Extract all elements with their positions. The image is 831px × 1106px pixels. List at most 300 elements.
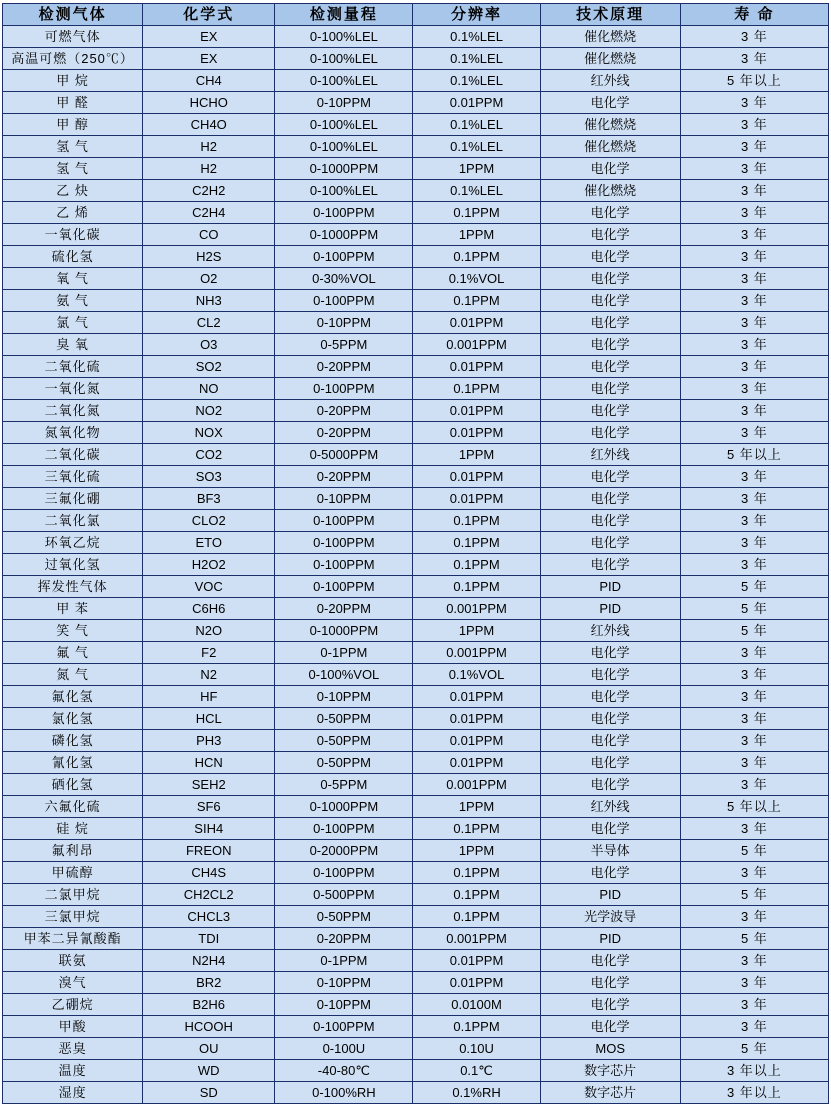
table-row (3, 290, 829, 312)
cell-principle: PID (540, 598, 680, 620)
column-header-range: 检测量程 (275, 4, 413, 26)
cell-principle: 电化学 (540, 730, 680, 752)
cell-gas: 乙硼烷 (3, 994, 143, 1016)
cell-principle: 电化学 (540, 774, 680, 796)
cell-principle: 电化学 (540, 532, 680, 554)
cell-principle: PID (540, 928, 680, 950)
cell-lifetime: 3 年 (680, 862, 828, 884)
cell-gas: 二氧化氮 (3, 400, 143, 422)
cell-range: 0-5000PPM (275, 444, 413, 466)
table-row (3, 92, 829, 114)
cell-resolution: 0.001PPM (413, 928, 540, 950)
table-row (3, 312, 829, 334)
cell-principle: 电化学 (540, 356, 680, 378)
cell-lifetime: 3 年 (680, 972, 828, 994)
cell-lifetime: 5 年以上 (680, 444, 828, 466)
cell-resolution: 1PPM (413, 224, 540, 246)
table-row (3, 356, 829, 378)
cell-range: 0-1000PPM (275, 224, 413, 246)
table-row (3, 114, 829, 136)
cell-principle: 电化学 (540, 224, 680, 246)
cell-lifetime: 3 年 (680, 114, 828, 136)
cell-formula: HCOOH (143, 1016, 275, 1038)
cell-range: 0-100PPM (275, 862, 413, 884)
cell-resolution: 0.1PPM (413, 554, 540, 576)
cell-formula: H2S (143, 246, 275, 268)
cell-principle: 电化学 (540, 488, 680, 510)
cell-range: 0-1000PPM (275, 158, 413, 180)
cell-principle: 催化燃烧 (540, 26, 680, 48)
cell-formula: CH4S (143, 862, 275, 884)
table-row (3, 1038, 829, 1060)
cell-lifetime: 3 年 (680, 1016, 828, 1038)
table-row (3, 664, 829, 686)
cell-gas: 磷化氢 (3, 730, 143, 752)
cell-formula: CH4 (143, 70, 275, 92)
cell-principle: 电化学 (540, 158, 680, 180)
cell-principle: 电化学 (540, 312, 680, 334)
table-row (3, 246, 829, 268)
cell-range: 0-100PPM (275, 1016, 413, 1038)
cell-formula: C6H6 (143, 598, 275, 620)
cell-range: 0-100PPM (275, 246, 413, 268)
table-header-row (3, 4, 829, 26)
cell-formula: PH3 (143, 730, 275, 752)
table-row (3, 400, 829, 422)
cell-lifetime: 3 年 (680, 554, 828, 576)
table-row (3, 26, 829, 48)
table-row (3, 180, 829, 202)
gas-detection-table (2, 3, 829, 1104)
cell-formula: BF3 (143, 488, 275, 510)
cell-range: 0-500PPM (275, 884, 413, 906)
column-header-formula: 化学式 (143, 4, 275, 26)
cell-principle: 催化燃烧 (540, 136, 680, 158)
cell-resolution: 0.1%VOL (413, 664, 540, 686)
table-row (3, 620, 829, 642)
cell-formula: HCHO (143, 92, 275, 114)
cell-gas: 溴气 (3, 972, 143, 994)
cell-range: 0-2000PPM (275, 840, 413, 862)
cell-principle: 电化学 (540, 708, 680, 730)
cell-range: 0-20PPM (275, 598, 413, 620)
cell-lifetime: 3 年 (680, 26, 828, 48)
cell-formula: HCL (143, 708, 275, 730)
cell-gas: 笑 气 (3, 620, 143, 642)
cell-lifetime: 3 年 (680, 466, 828, 488)
cell-formula: CO2 (143, 444, 275, 466)
cell-gas: 氨 气 (3, 290, 143, 312)
cell-formula: SO2 (143, 356, 275, 378)
column-header-lifetime: 寿 命 (680, 4, 828, 26)
cell-gas: 温度 (3, 1060, 143, 1082)
column-header-principle: 技术原理 (540, 4, 680, 26)
cell-range: 0-50PPM (275, 752, 413, 774)
cell-resolution: 0.001PPM (413, 642, 540, 664)
cell-gas: 六氟化硫 (3, 796, 143, 818)
cell-resolution: 0.1%LEL (413, 48, 540, 70)
cell-range: 0-10PPM (275, 92, 413, 114)
cell-resolution: 0.1PPM (413, 290, 540, 312)
cell-resolution: 0.01PPM (413, 752, 540, 774)
table-row (3, 532, 829, 554)
cell-gas: 联氨 (3, 950, 143, 972)
cell-formula: ETO (143, 532, 275, 554)
cell-principle: 电化学 (540, 510, 680, 532)
cell-gas: 三氯甲烷 (3, 906, 143, 928)
cell-gas: 氰化氢 (3, 752, 143, 774)
cell-formula: N2H4 (143, 950, 275, 972)
cell-gas: 氟化氢 (3, 686, 143, 708)
cell-gas: 甲硫醇 (3, 862, 143, 884)
cell-resolution: 1PPM (413, 444, 540, 466)
cell-resolution: 0.01PPM (413, 92, 540, 114)
cell-gas: 乙 烯 (3, 202, 143, 224)
cell-resolution: 0.01PPM (413, 730, 540, 752)
cell-range: 0-100%LEL (275, 114, 413, 136)
table-row (3, 972, 829, 994)
cell-range: 0-20PPM (275, 928, 413, 950)
cell-range: 0-50PPM (275, 708, 413, 730)
cell-formula: SO3 (143, 466, 275, 488)
cell-formula: O2 (143, 268, 275, 290)
cell-principle: 催化燃烧 (540, 180, 680, 202)
cell-formula: EX (143, 26, 275, 48)
cell-resolution: 0.1%LEL (413, 180, 540, 202)
cell-formula: CL2 (143, 312, 275, 334)
cell-resolution: 0.1PPM (413, 906, 540, 928)
column-header-gas: 检测气体 (3, 4, 143, 26)
table-row (3, 158, 829, 180)
table-row (3, 488, 829, 510)
cell-principle: 电化学 (540, 1016, 680, 1038)
cell-resolution: 0.1%LEL (413, 26, 540, 48)
cell-range: 0-100%LEL (275, 136, 413, 158)
table-body (3, 26, 829, 1104)
table-row (3, 576, 829, 598)
cell-gas: 一氧化氮 (3, 378, 143, 400)
cell-range: 0-100%LEL (275, 26, 413, 48)
cell-range: 0-100%VOL (275, 664, 413, 686)
cell-formula: C2H4 (143, 202, 275, 224)
cell-gas: 氮氧化物 (3, 422, 143, 444)
cell-lifetime: 3 年 (680, 422, 828, 444)
cell-formula: SD (143, 1082, 275, 1104)
cell-formula: BR2 (143, 972, 275, 994)
table-row (3, 752, 829, 774)
cell-lifetime: 3 年 (680, 686, 828, 708)
cell-principle: PID (540, 576, 680, 598)
cell-formula: NOX (143, 422, 275, 444)
cell-principle: 电化学 (540, 268, 680, 290)
cell-range: 0-10PPM (275, 312, 413, 334)
cell-range: 0-20PPM (275, 356, 413, 378)
cell-lifetime: 3 年 (680, 48, 828, 70)
table-row (3, 136, 829, 158)
cell-lifetime: 3 年 (680, 268, 828, 290)
cell-principle: 电化学 (540, 554, 680, 576)
cell-gas: 硒化氢 (3, 774, 143, 796)
cell-lifetime: 3 年以上 (680, 1060, 828, 1082)
cell-gas: 氯 气 (3, 312, 143, 334)
cell-formula: CHCL3 (143, 906, 275, 928)
cell-formula: TDI (143, 928, 275, 950)
cell-formula: N2O (143, 620, 275, 642)
cell-resolution: 0.1PPM (413, 202, 540, 224)
cell-gas: 二氯甲烷 (3, 884, 143, 906)
cell-principle: 电化学 (540, 994, 680, 1016)
cell-range: -40-80℃ (275, 1060, 413, 1082)
cell-resolution: 0.01PPM (413, 686, 540, 708)
cell-principle: 数字芯片 (540, 1060, 680, 1082)
cell-resolution: 0.01PPM (413, 312, 540, 334)
cell-gas: 氢 气 (3, 136, 143, 158)
cell-gas: 硫化氢 (3, 246, 143, 268)
cell-formula: CLO2 (143, 510, 275, 532)
cell-principle: 催化燃烧 (540, 114, 680, 136)
cell-resolution: 1PPM (413, 158, 540, 180)
table-row (3, 1082, 829, 1104)
cell-formula: HCN (143, 752, 275, 774)
cell-lifetime: 3 年 (680, 224, 828, 246)
cell-lifetime: 3 年 (680, 400, 828, 422)
cell-resolution: 0.1PPM (413, 818, 540, 840)
cell-lifetime: 5 年 (680, 576, 828, 598)
cell-resolution: 0.01PPM (413, 422, 540, 444)
cell-gas: 氯化氢 (3, 708, 143, 730)
cell-resolution: 0.1℃ (413, 1060, 540, 1082)
cell-range: 0-50PPM (275, 730, 413, 752)
cell-resolution: 0.01PPM (413, 466, 540, 488)
cell-lifetime: 3 年 (680, 92, 828, 114)
cell-resolution: 0.01PPM (413, 950, 540, 972)
cell-principle: 电化学 (540, 752, 680, 774)
cell-lifetime: 3 年 (680, 290, 828, 312)
cell-gas: 甲酸 (3, 1016, 143, 1038)
cell-range: 0-100PPM (275, 202, 413, 224)
cell-formula: CO (143, 224, 275, 246)
table-row (3, 906, 829, 928)
cell-gas: 甲苯二异氰酸酯 (3, 928, 143, 950)
cell-principle: 电化学 (540, 818, 680, 840)
cell-resolution: 0.1PPM (413, 532, 540, 554)
cell-lifetime: 3 年 (680, 180, 828, 202)
table-row (3, 950, 829, 972)
cell-lifetime: 3 年以上 (680, 1082, 828, 1104)
cell-formula: HF (143, 686, 275, 708)
table-row (3, 884, 829, 906)
table-row (3, 642, 829, 664)
cell-principle: 电化学 (540, 378, 680, 400)
cell-range: 0-1PPM (275, 642, 413, 664)
cell-resolution: 0.1PPM (413, 576, 540, 598)
table-row (3, 1016, 829, 1038)
cell-gas: 恶臭 (3, 1038, 143, 1060)
cell-range: 0-100PPM (275, 532, 413, 554)
cell-range: 0-1000PPM (275, 620, 413, 642)
cell-range: 0-100%RH (275, 1082, 413, 1104)
table-row (3, 598, 829, 620)
cell-principle: 电化学 (540, 246, 680, 268)
cell-principle: PID (540, 884, 680, 906)
cell-resolution: 1PPM (413, 840, 540, 862)
table-row (3, 48, 829, 70)
cell-principle: 半导体 (540, 840, 680, 862)
table-row (3, 686, 829, 708)
cell-lifetime: 3 年 (680, 136, 828, 158)
cell-formula: H2 (143, 158, 275, 180)
cell-resolution: 0.10U (413, 1038, 540, 1060)
table-row (3, 444, 829, 466)
cell-formula: CH2CL2 (143, 884, 275, 906)
cell-resolution: 0.01PPM (413, 708, 540, 730)
cell-lifetime: 3 年 (680, 246, 828, 268)
table-row (3, 730, 829, 752)
cell-gas: 硅 烷 (3, 818, 143, 840)
cell-gas: 乙 炔 (3, 180, 143, 202)
cell-principle: 红外线 (540, 620, 680, 642)
cell-formula: B2H6 (143, 994, 275, 1016)
cell-principle: 红外线 (540, 70, 680, 92)
cell-resolution: 0.1%LEL (413, 70, 540, 92)
cell-formula: NO2 (143, 400, 275, 422)
cell-formula: NH3 (143, 290, 275, 312)
cell-range: 0-10PPM (275, 488, 413, 510)
cell-resolution: 0.01PPM (413, 972, 540, 994)
cell-resolution: 0.1%LEL (413, 114, 540, 136)
table-row (3, 70, 829, 92)
cell-range: 0-5PPM (275, 334, 413, 356)
cell-gas: 甲 烷 (3, 70, 143, 92)
cell-lifetime: 3 年 (680, 906, 828, 928)
cell-principle: 红外线 (540, 444, 680, 466)
cell-formula: FREON (143, 840, 275, 862)
cell-resolution: 0.01PPM (413, 488, 540, 510)
cell-lifetime: 3 年 (680, 356, 828, 378)
cell-principle: 电化学 (540, 686, 680, 708)
table-row (3, 1060, 829, 1082)
table-row (3, 708, 829, 730)
cell-range: 0-100PPM (275, 290, 413, 312)
cell-principle: 电化学 (540, 950, 680, 972)
cell-resolution: 0.0100M (413, 994, 540, 1016)
cell-principle: 电化学 (540, 422, 680, 444)
cell-formula: H2 (143, 136, 275, 158)
cell-lifetime: 3 年 (680, 664, 828, 686)
cell-gas: 过氧化氢 (3, 554, 143, 576)
cell-gas: 三氧化硫 (3, 466, 143, 488)
cell-lifetime: 5 年以上 (680, 70, 828, 92)
table-row (3, 796, 829, 818)
table-row (3, 554, 829, 576)
cell-range: 0-20PPM (275, 466, 413, 488)
cell-lifetime: 3 年 (680, 950, 828, 972)
table-row (3, 510, 829, 532)
cell-range: 0-100PPM (275, 378, 413, 400)
cell-resolution: 0.01PPM (413, 356, 540, 378)
cell-lifetime: 5 年 (680, 598, 828, 620)
cell-formula: NO (143, 378, 275, 400)
cell-gas: 二氧化硫 (3, 356, 143, 378)
cell-resolution: 0.1%RH (413, 1082, 540, 1104)
cell-lifetime: 5 年以上 (680, 796, 828, 818)
cell-resolution: 0.1PPM (413, 1016, 540, 1038)
cell-lifetime: 3 年 (680, 994, 828, 1016)
cell-range: 0-100%LEL (275, 48, 413, 70)
cell-formula: SF6 (143, 796, 275, 818)
cell-resolution: 0.1PPM (413, 510, 540, 532)
cell-resolution: 0.001PPM (413, 774, 540, 796)
table-row (3, 774, 829, 796)
table-row (3, 862, 829, 884)
cell-gas: 臭 氧 (3, 334, 143, 356)
cell-lifetime: 3 年 (680, 774, 828, 796)
cell-principle: 电化学 (540, 466, 680, 488)
cell-principle: 电化学 (540, 972, 680, 994)
cell-lifetime: 5 年 (680, 884, 828, 906)
cell-gas: 氮 气 (3, 664, 143, 686)
cell-resolution: 0.1PPM (413, 246, 540, 268)
table-row (3, 202, 829, 224)
cell-lifetime: 3 年 (680, 708, 828, 730)
cell-resolution: 1PPM (413, 620, 540, 642)
cell-gas: 甲 苯 (3, 598, 143, 620)
cell-formula: N2 (143, 664, 275, 686)
cell-gas: 甲 醛 (3, 92, 143, 114)
cell-principle: 催化燃烧 (540, 48, 680, 70)
cell-gas: 高温可燃（250℃） (3, 48, 143, 70)
cell-formula: C2H2 (143, 180, 275, 202)
cell-principle: 光学波导 (540, 906, 680, 928)
cell-resolution: 0.1%LEL (413, 136, 540, 158)
cell-lifetime: 3 年 (680, 378, 828, 400)
cell-formula: EX (143, 48, 275, 70)
cell-principle: 红外线 (540, 796, 680, 818)
cell-formula: CH4O (143, 114, 275, 136)
cell-range: 0-100PPM (275, 818, 413, 840)
cell-lifetime: 3 年 (680, 818, 828, 840)
table-row (3, 818, 829, 840)
cell-formula: OU (143, 1038, 275, 1060)
cell-lifetime: 3 年 (680, 312, 828, 334)
cell-gas: 湿度 (3, 1082, 143, 1104)
cell-gas: 二氧化碳 (3, 444, 143, 466)
cell-principle: 电化学 (540, 290, 680, 312)
table-row (3, 224, 829, 246)
cell-lifetime: 3 年 (680, 752, 828, 774)
table-row (3, 334, 829, 356)
table-row (3, 268, 829, 290)
cell-principle: 电化学 (540, 202, 680, 224)
cell-formula: VOC (143, 576, 275, 598)
cell-gas: 一氧化碳 (3, 224, 143, 246)
cell-formula: F2 (143, 642, 275, 664)
table-row (3, 466, 829, 488)
cell-range: 0-100%LEL (275, 180, 413, 202)
cell-gas: 氟 气 (3, 642, 143, 664)
cell-gas: 挥发性气体 (3, 576, 143, 598)
cell-gas: 环氧乙烷 (3, 532, 143, 554)
cell-resolution: 0.1PPM (413, 378, 540, 400)
cell-lifetime: 3 年 (680, 532, 828, 554)
cell-principle: 电化学 (540, 334, 680, 356)
cell-range: 0-50PPM (275, 906, 413, 928)
cell-range: 0-100PPM (275, 554, 413, 576)
cell-resolution: 0.1%VOL (413, 268, 540, 290)
cell-range: 0-100U (275, 1038, 413, 1060)
cell-formula: H2O2 (143, 554, 275, 576)
table-row (3, 928, 829, 950)
